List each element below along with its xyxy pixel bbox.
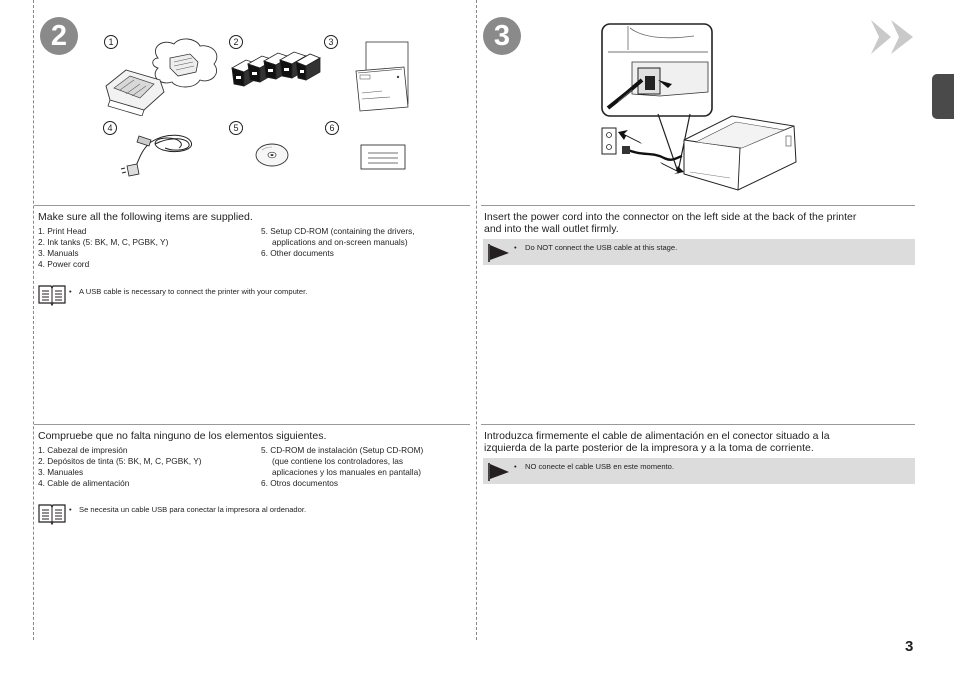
supplied-items-list-en-col2 [261,226,415,259]
left-margin-divider [33,0,34,640]
item-number-2: 2 [229,35,243,49]
caution-flag-icon [488,463,510,481]
list-item-continuation: applications and on-screen manuals) [272,237,408,247]
list-item: 1. Print Head [38,226,87,236]
right-top-rule [481,205,915,206]
supplied-items-list-es-col1 [38,445,202,489]
power-cord-illustration [117,130,197,180]
ink-tanks-illustration [228,50,323,95]
left-middle-rule [34,424,470,425]
usb-warning-note-en: Do NOT connect the USB cable at this stage. [525,243,678,252]
insert-power-cord-heading-es-line1: Introduzca firmemente el cable de alimentación en el conector situado a la [484,430,830,442]
list-item: 3. Manuals [38,248,79,258]
list-item: 3. Manuales [38,467,84,477]
manuals-illustration [354,41,412,113]
usb-cable-note-en: A USB cable is necessary to connect the printer with your computer. [79,287,308,296]
left-top-rule [34,205,470,206]
caution-bullet: • [514,462,517,471]
insert-power-cord-heading-en-line2: and into the wall outlet firmly. [484,223,619,235]
note-bullet: • [69,505,72,514]
usb-cable-note-es: Se necesita un cable USB para conectar la impresora al ordenador. [79,505,307,514]
list-item: 6. Otros documentos [261,478,339,488]
print-head-illustration [100,36,225,116]
list-item: 2. Depósitos de tinta (5: BK, M, C, PGBK, Y) [38,456,202,466]
list-item: 1. Cabezal de impresión [38,445,128,455]
list-item: 4. Power cord [38,259,90,269]
item-number-6: 6 [325,121,339,135]
step-2-badge: 2 [40,17,78,55]
item-number-5: 5 [229,121,243,135]
list-item: 6. Other documents [261,248,334,258]
supplied-items-heading-es: Compruebe que no falta ninguno de los elementos siguientes. [38,430,327,442]
next-page-chevron-icon [869,18,917,56]
supplied-items-heading-en: Make sure all the following items are supplied. [38,211,253,223]
item-number-4: 4 [103,121,117,135]
supplied-items-list-es-col2 [261,445,423,489]
right-middle-rule [481,424,915,425]
step-3-badge: 3 [483,17,521,55]
usb-warning-note-es: NO conecte el cable USB en este momento. [525,462,674,471]
insert-power-cord-heading-en-line1: Insert the power cord into the connector on the left side at the back of the printer [484,211,857,223]
caution-bullet: • [514,243,517,252]
setup-cd-rom-illustration [254,142,290,168]
insert-power-cord-heading-es-line2: izquierda de la parte posterior de la impresora y a la toma de corriente. [484,442,814,454]
page-number: 3 [905,638,914,655]
item-number-1: 1 [104,35,118,49]
supplied-items-list-en-col1 [38,226,168,270]
list-item-continuation: (que contiene los controladores, las [272,456,403,466]
memo-icon [38,284,66,306]
list-item: 5. CD-ROM de instalación (Setup CD-ROM) [261,445,424,455]
item-number-3: 3 [324,35,338,49]
list-item: 4. Cable de alimentación [38,478,130,488]
memo-icon [38,503,66,525]
center-divider [476,0,477,640]
power-connection-illustration [598,22,804,192]
other-documents-illustration [360,144,406,170]
list-item-continuation: aplicaciones y los manuales en pantalla) [272,467,421,477]
list-item: 5. Setup CD-ROM (containing the drivers, [261,226,415,236]
list-item: 2. Ink tanks (5: BK, M, C, PGBK, Y) [38,237,169,247]
note-bullet: • [69,287,72,296]
caution-flag-icon [488,244,510,262]
section-tab [932,74,954,119]
